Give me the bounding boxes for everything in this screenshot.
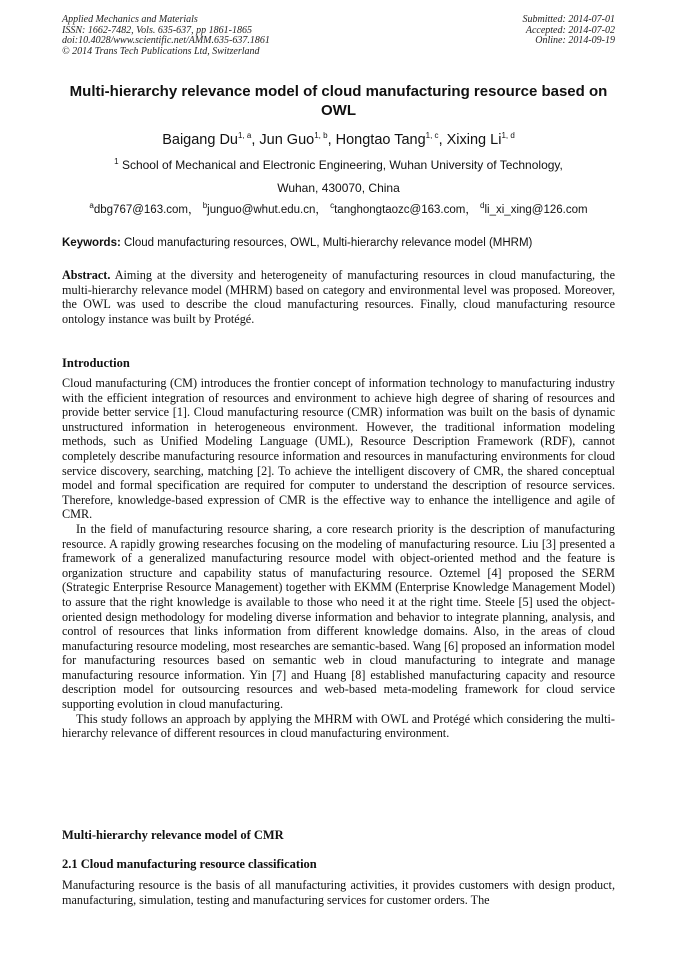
accepted-date: Accepted: 2014-07-02 [525, 24, 615, 36]
paragraph: Cloud manufacturing (CM) introduces the frontier concept of information technology to manufacturing industry with the efficient integration of resources and environment to achieve high degree of sharing of resources and provide better service [1]. Cloud manufacturing resource (CMR) information was built on the basis of dynamic unstructured information in heterogeneous environment. However, the traditional information modeling methods, such as Unified Modeling Language (UML), Resource Description Framework (RDF), cannot completely describe manufacturing resource information and resources in manufacturing environments for cloud service discovery, searching, matching [2]. To achieve the intelligent discovery of CMR, the shared conceptual model and formal specification are required for computer to understand the description of resource services. Therefore, knowledge-based expression of CMR is the effective way to enhance the intelligence and agile of CMR. [62, 376, 615, 522]
email-link[interactable]: dbg767@163.com [93, 204, 189, 216]
introduction-heading: Introduction [62, 356, 130, 370]
author-name: Baigang Du [162, 132, 238, 148]
subsection-heading: 2.1 Cloud manufacturing resource classification [62, 857, 317, 871]
online-date: Online: 2014-09-19 [535, 35, 615, 46]
email-link[interactable]: tanghongtaozc@163.com [334, 204, 466, 216]
section-heading: Multi-hierarchy relevance model of CMR [62, 828, 284, 842]
paper-title: Multi-hierarchy relevance model of cloud manufacturing resource based on OWL [69, 83, 608, 119]
submitted-date: Submitted: 2014-07-01 [522, 14, 615, 25]
email-link[interactable]: li_xi_xing@126.com [484, 204, 588, 216]
paragraph: This study follows an approach by applying the MHRM with OWL and Protégé which considering the multi-hierarchy relevance of different resources in cloud manufacturing environment. [62, 711, 615, 741]
abstract-label: Abstract. [62, 268, 111, 282]
journal-copyright: © 2014 Trans Tech Publications Ltd, Switzerland [62, 45, 260, 57]
email-link[interactable]: junguo@whut.edu.cn [207, 204, 316, 216]
affiliation-line-1: $^1$ School of Mechanical and Electronic Engineering, Wuhan University of Technology, [114, 157, 563, 172]
email-list: $^a$dbg767@163.com， $^b$junguo@whut.edu.cn， $^c$tanghongtaozc@163.com， $^d$li_xi_xing@126.com [89, 201, 588, 216]
introduction-body [62, 376, 615, 741]
author-sup: 1, a [237, 131, 252, 141]
author-name: Xixing Li [446, 132, 502, 148]
affiliation-sup: 1 [114, 157, 119, 166]
journal-info [62, 15, 270, 57]
journal-doi: doi:10.4028/www.scientific.net/AMM.635-637.1861 [62, 35, 270, 46]
keywords-text: Cloud manufacturing resources, OWL, Multi-hierarchy relevance model (MHRM) [120, 237, 533, 249]
keywords [62, 236, 615, 250]
affiliation-line-2: Wuhan, 430070, China [277, 181, 400, 195]
keywords-label: Keywords: [62, 237, 121, 249]
journal-issn: ISSN: 1662-7482, Vols. 635-637, pp 1861-1865 [62, 24, 252, 36]
author-sup: 1, c [425, 131, 439, 141]
author-list: Baigang Du$^{1, a}$, Jun Guo$^{1, b}$, Hongtao Tang$^{1, c}$, Xixing Li$^{1, d}$ [162, 131, 515, 148]
submission-dates [523, 15, 616, 47]
author-name: Hongtao Tang [335, 132, 426, 148]
author-name: Jun Guo [259, 132, 315, 148]
subsection-body [62, 878, 615, 907]
journal-name: Applied Mechanics and Materials [62, 14, 198, 25]
paragraph: Manufacturing resource is the basis of all manufacturing activities, it provides customers with design product, manufacturing, simulation, testing and manufacturing services for customer orders. The [62, 878, 615, 907]
author-sup: 1, d [501, 131, 515, 141]
author-sup: 1, b [314, 131, 328, 141]
paragraph: In the field of manufacturing resource sharing, a core research priority is the description of manufacturing resource. A rapidly growing researches focusing on the modeling of manufacturing resource. Liu [3] presented a framework of a generalized manufacturing resource model with object-oriented method and the feature is organization structure and capability status of manufacturing resource. Oztemel [4] proposed the SERM (Strategic Enterprise Resource Management) together with EKMM (Enterprise Knowledge Management Model) to assure that the right knowledge is available to those who need it at the right time. Steele [5] used the object-oriented design methodology for modeling diverse information and behavior to integrate planning, analysis, and control of resources that links information from different knowledge domains. Also, in the areas of cloud manufacturing resource modeling, most researches are semantic-based. Wang [6] proposed an information model for manufacturing resources based on semantic web in cloud manufacturing to integrate and manage manufacturing resource information. Yin [7] and Huang [8] established manufacturing capacity and resource description model for outsourcing resources and web-based meta-modeling framework for cloud service supporting evolution in cloud manufacturing. [62, 521, 615, 712]
abstract [62, 268, 615, 326]
abstract-text: Aiming at the diversity and heterogeneity of manufacturing resources in cloud manufacturing, the multi-hierarchy relevance model (MHRM) based on category and environmental level was proposed. Moreover, the OWL was used to describe the cloud manufacturing resources. Finally, cloud manufacturing resource ontology instance was built by Protégé. [62, 268, 615, 326]
